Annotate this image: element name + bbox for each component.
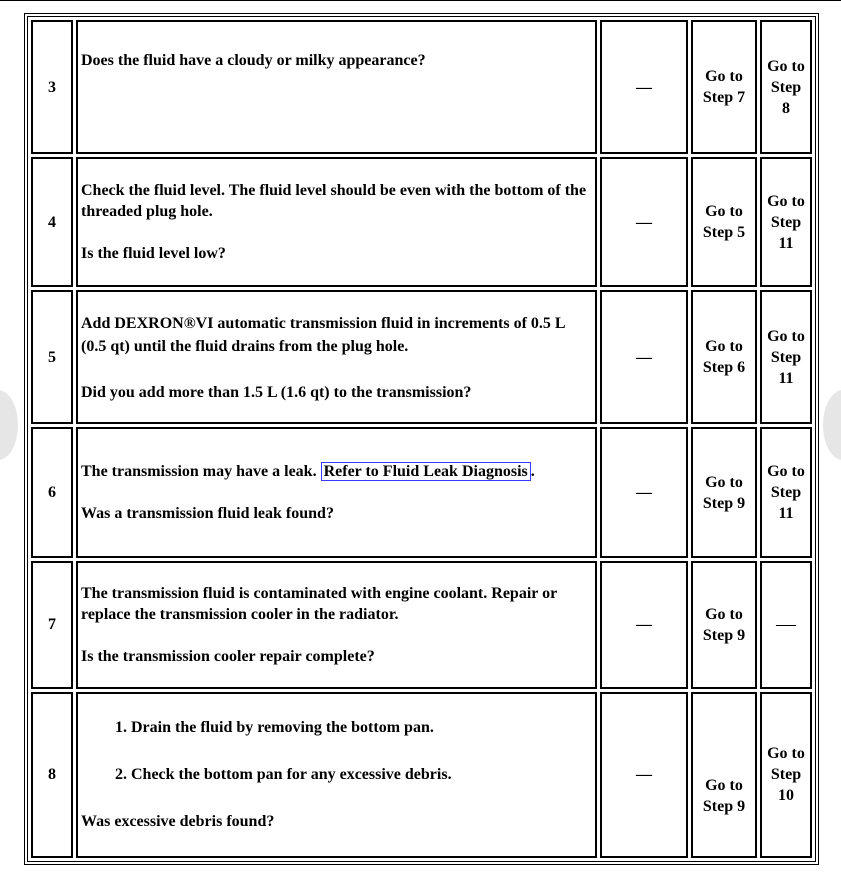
no-line: Step xyxy=(770,766,802,784)
table-row xyxy=(31,561,812,689)
yes-cell xyxy=(691,692,757,858)
yes-line: Go to xyxy=(705,203,743,221)
yes-line: Go to xyxy=(705,776,743,794)
question-text: Is the fluid level low? xyxy=(81,245,226,263)
value-cell: — xyxy=(600,290,688,424)
table-row xyxy=(31,427,812,557)
period: . xyxy=(530,463,535,481)
yes-line: Step 9 xyxy=(702,626,746,644)
yes-line: Step 6 xyxy=(702,359,746,377)
no-line: Go to xyxy=(767,463,805,481)
no-line: Go to xyxy=(767,327,805,345)
no-cell xyxy=(760,20,812,154)
value-cell: — xyxy=(600,20,688,154)
action-cell xyxy=(76,692,597,858)
yes-line: Go to xyxy=(705,605,743,623)
diagnostic-table-frame xyxy=(24,13,819,865)
no-cell xyxy=(760,692,812,858)
scroll-hint-left xyxy=(0,390,18,460)
procedure-list xyxy=(81,717,592,785)
no-line: — xyxy=(776,613,796,636)
action-text: Check the fluid level. The fluid level should be even with the bottom of the threaded plug hole. xyxy=(81,182,587,221)
question-text: Was excessive debris found? xyxy=(81,813,275,831)
step-number: 4 xyxy=(31,157,73,287)
yes-line: Step 9 xyxy=(702,797,746,815)
no-line: 11 xyxy=(778,369,794,387)
no-line: 11 xyxy=(778,505,794,523)
action-cell xyxy=(76,561,597,689)
step-number: 6 xyxy=(31,427,73,557)
top-rule xyxy=(0,0,841,1)
step-number: 5 xyxy=(31,290,73,424)
action-text: Add DEXRON®VI automatic transmission fluid in increments of 0.5 L (0.5 qt) until the fluid drains from the plug hole. xyxy=(81,314,565,355)
list-item: 2. Check the bottom pan for any excessive debris. xyxy=(131,764,592,785)
no-line: Go to xyxy=(767,57,805,75)
action-cell xyxy=(76,157,597,287)
step-number: 7 xyxy=(31,561,73,689)
no-cell xyxy=(760,561,812,689)
action-cell xyxy=(76,427,597,557)
list-item: 1. Drain the fluid by removing the bottom pan. xyxy=(131,717,592,738)
no-line: 11 xyxy=(778,234,794,252)
no-line: 10 xyxy=(778,787,794,805)
question-text: Is the transmission cooler repair complete? xyxy=(81,647,375,665)
no-line: Go to xyxy=(767,745,805,763)
value-cell: — xyxy=(600,561,688,689)
yes-cell xyxy=(691,157,757,287)
yes-line: Step 9 xyxy=(702,494,746,512)
table-row xyxy=(31,20,812,154)
question-text: Was a transmission fluid leak found? xyxy=(81,505,334,523)
diagnostic-table xyxy=(27,16,816,862)
no-line: Step xyxy=(770,78,802,96)
question-text: Did you add more than 1.5 L (1.6 qt) to the transmission? xyxy=(81,383,472,401)
yes-line: Go to xyxy=(705,68,743,86)
table-row xyxy=(31,157,812,287)
no-cell xyxy=(760,290,812,424)
step-number: 8 xyxy=(31,692,73,858)
yes-cell xyxy=(691,290,757,424)
yes-cell xyxy=(691,561,757,689)
fluid-leak-diagnosis-link[interactable]: Refer to Fluid Leak Diagnosis xyxy=(321,462,531,481)
table-row xyxy=(31,290,812,424)
no-cell xyxy=(760,427,812,557)
value-cell: — xyxy=(600,427,688,557)
value-cell: — xyxy=(600,157,688,287)
action-cell xyxy=(76,20,597,154)
action-text xyxy=(81,461,592,482)
action-cell xyxy=(76,290,597,424)
yes-cell xyxy=(691,427,757,557)
yes-cell xyxy=(691,20,757,154)
value-cell: — xyxy=(600,692,688,858)
action-text: The transmission fluid is contaminated with engine coolant. Repair or replace the transmission cooler in the radiator. xyxy=(81,584,557,623)
yes-line: Step 7 xyxy=(702,89,746,107)
leak-note: The transmission may have a leak. xyxy=(81,463,321,481)
table-row xyxy=(31,692,812,858)
action-text: Does the fluid have a cloudy or milky appearance? xyxy=(81,52,426,69)
no-line: Step xyxy=(770,213,802,231)
yes-line: Go to xyxy=(705,338,743,356)
scroll-hint-right xyxy=(823,390,841,460)
yes-line: Go to xyxy=(705,473,743,491)
yes-line: Step 5 xyxy=(702,224,746,242)
no-line: 8 xyxy=(782,99,790,117)
step-number: 3 xyxy=(31,20,73,154)
no-line: Step xyxy=(770,484,802,502)
no-line: Go to xyxy=(767,192,805,210)
no-line: Step xyxy=(770,348,802,366)
no-cell xyxy=(760,157,812,287)
